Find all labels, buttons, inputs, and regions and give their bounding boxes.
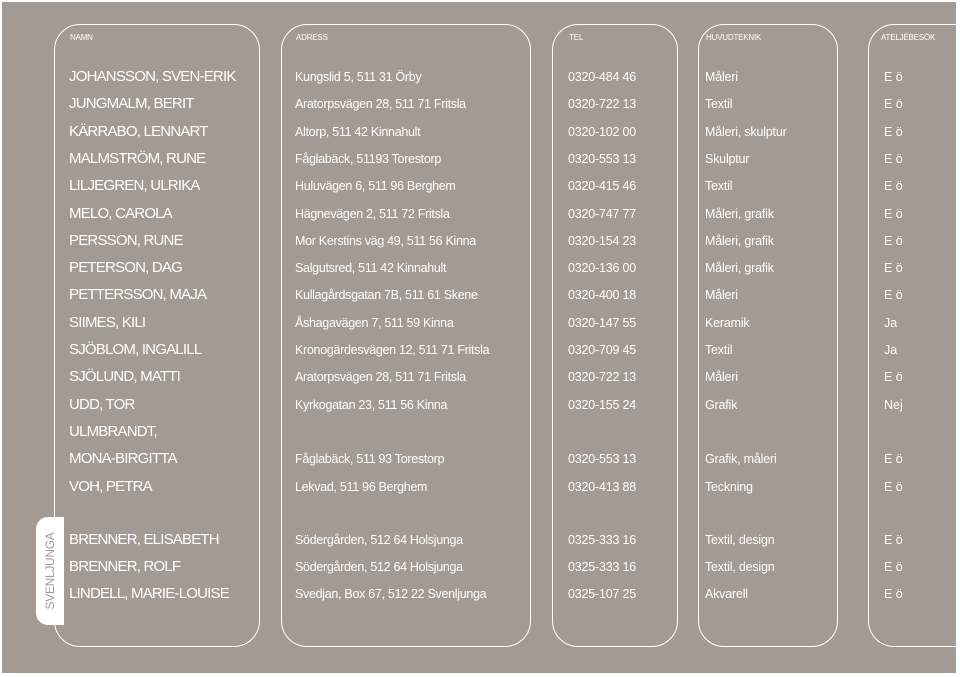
artist-technique: Textil	[705, 97, 733, 112]
artist-technique: Keramik	[705, 315, 750, 330]
studio-visit: Nej	[884, 397, 903, 412]
table-row	[2, 558, 956, 585]
artist-tel: 0320-747 77	[568, 206, 637, 221]
artist-tel: 0320-155 24	[568, 397, 637, 412]
artist-address: Lekvad, 511 96 Berghem	[295, 479, 428, 494]
artist-tel: 0320-553 13	[568, 452, 637, 467]
header-address: ADRESS	[296, 33, 328, 42]
table-row	[2, 396, 956, 423]
artist-address: Salgutsred, 511 42 Kinnahult	[295, 261, 447, 276]
artist-tel: 0325-333 16	[568, 560, 637, 574]
studio-visit: E ö	[884, 151, 903, 166]
artist-name: PERSSON, RUNE	[69, 231, 183, 249]
artist-address: Kronogärdesvägen 12, 511 71 Fritsla	[295, 343, 490, 357]
artist-address: Kullagårdsgatan 7B, 511 61 Skene	[295, 288, 478, 303]
studio-visit: E ö	[884, 261, 903, 276]
artist-name: KÄRRABO, LENNART	[69, 122, 208, 140]
table-row	[2, 232, 956, 259]
artist-address: Södergården, 512 64 Holsjunga	[295, 560, 463, 574]
header-name: NAMN	[70, 33, 93, 42]
studio-visit: E ö	[884, 452, 903, 467]
artist-tel: 0320-415 46	[568, 179, 637, 194]
artist-tel: 0320-709 45	[568, 343, 637, 357]
artist-name: SJÖBLOM, INGALILL	[69, 341, 202, 358]
artist-address: Mor Kerstins väg 49, 511 56 Kinna	[295, 233, 476, 248]
table-row	[2, 368, 956, 395]
artist-technique: Teckning	[705, 479, 753, 494]
studio-visit: E ö	[884, 533, 903, 547]
table-row	[2, 177, 956, 204]
artist-address: Huluvägen 6, 511 96 Berghem	[295, 179, 456, 194]
artist-technique: Måleri	[705, 370, 738, 385]
artist-name: VOH, PETRA	[69, 477, 152, 495]
table-row	[2, 423, 956, 450]
table-row	[2, 259, 956, 286]
artist-address: Hägnevägen 2, 511 72 Fritsla	[295, 206, 450, 221]
artist-tel: 0320-413 88	[568, 479, 637, 494]
studio-visit: E ö	[884, 233, 903, 248]
table-row	[2, 341, 956, 368]
artist-name: JUNGMALM, BERIT	[69, 95, 194, 113]
table-row	[2, 478, 956, 505]
table-row	[2, 450, 956, 477]
artist-name: MALMSTRÖM, RUNE	[69, 149, 206, 167]
artist-tel: 0320-722 13	[568, 97, 637, 112]
table-row	[2, 585, 956, 612]
artist-tel: 0320-484 46	[568, 70, 637, 84]
studio-visit: E ö	[884, 124, 903, 139]
studio-visit: E ö	[884, 587, 903, 601]
header-tel: TEL	[569, 33, 584, 42]
studio-visit: E ö	[884, 179, 903, 194]
artist-name: BRENNER, ELISABETH	[69, 531, 219, 548]
artist-tel: 0320-400 18	[568, 288, 637, 303]
artist-technique: Akvarell	[705, 587, 748, 601]
studio-visit: E ö	[884, 70, 903, 84]
artist-technique: Måleri	[705, 70, 738, 84]
artist-technique: Textil, design	[705, 533, 775, 547]
studio-visit: E ö	[884, 370, 903, 385]
table-row	[2, 68, 956, 95]
artist-name: MONA-BIRGITTA	[69, 450, 177, 468]
table-row	[2, 531, 956, 558]
table-row	[2, 286, 956, 313]
studio-visit: E ö	[884, 288, 903, 303]
artist-tel: 0320-102 00	[568, 124, 637, 139]
artist-name: PETERSON, DAG	[69, 259, 182, 277]
artist-name: MELO, CAROLA	[69, 204, 172, 222]
artist-technique: Måleri, grafik	[705, 261, 774, 276]
studio-visit: E ö	[884, 206, 903, 221]
artist-name: BRENNER, ROLF	[69, 558, 181, 575]
artist-address: Fåglabäck, 511 93 Torestorp	[295, 452, 445, 467]
studio-visit: Ja	[884, 315, 898, 330]
table-row	[2, 150, 956, 177]
artist-address: Kyrkogatan 23, 511 56 Kinna	[295, 397, 448, 412]
header-technique: HUVUDTEKNIK	[706, 33, 762, 42]
artist-address: Aratorpsvägen 28, 511 71 Fritsla	[295, 97, 466, 112]
artist-name: SJÖLUND, MATTI	[69, 368, 181, 386]
artist-name: JOHANSSON, SVEN-ERIK	[69, 68, 236, 85]
artist-address: Åshagavägen 7, 511 59 Kinna	[295, 315, 454, 330]
section-label: SVENLJUNGA	[43, 532, 57, 610]
studio-visit: E ö	[884, 560, 903, 574]
artist-tel: 0325-107 25	[568, 587, 637, 601]
artist-tel: 0320-722 13	[568, 370, 637, 385]
artist-technique: Måleri	[705, 288, 738, 303]
artist-technique: Måleri, skulptur	[705, 124, 787, 139]
artist-technique: Skulptur	[705, 151, 750, 166]
artist-name: ULMBRANDT,	[69, 422, 157, 440]
artist-tel: 0320-147 55	[568, 315, 637, 330]
artist-address: Kungslid 5, 511 31 Örby	[295, 70, 422, 84]
artist-technique: Grafik	[705, 397, 738, 412]
table-row	[2, 205, 956, 232]
artist-address: Södergården, 512 64 Holsjunga	[295, 533, 463, 547]
table-row	[2, 123, 956, 150]
artist-tel: 0320-154 23	[568, 233, 637, 248]
studio-visit: Ja	[884, 343, 898, 357]
directory-page	[2, 2, 956, 673]
artist-name: LILJEGREN, ULRIKA	[69, 177, 200, 195]
studio-visit: E ö	[884, 479, 903, 494]
artist-tel: 0325-333 16	[568, 533, 637, 547]
artist-address: Svedjan, Box 67, 512 22 Svenljunga	[295, 587, 487, 601]
artist-technique: Grafik, måleri	[705, 452, 777, 467]
artist-technique: Textil	[705, 179, 733, 194]
artist-address: Altorp, 511 42 Kinnahult	[295, 124, 421, 139]
table-row	[2, 95, 956, 122]
artist-technique: Textil, design	[705, 560, 775, 574]
artist-name: UDD, TOR	[69, 395, 135, 413]
header-studio: ATELJÉBESÖK	[881, 33, 936, 42]
artist-name: LINDELL, MARIE-LOUISE	[69, 585, 229, 602]
artist-technique: Textil	[705, 343, 733, 357]
artist-address: Aratorpsvägen 28, 511 71 Fritsla	[295, 370, 466, 385]
artist-tel: 0320-553 13	[568, 151, 637, 166]
studio-visit: E ö	[884, 97, 903, 112]
artist-tel: 0320-136 00	[568, 261, 637, 276]
artist-technique: Måleri, grafik	[705, 233, 774, 248]
artist-address: Fåglabäck, 51193 Torestorp	[295, 151, 442, 166]
artist-name: SIIMES, KILI	[69, 313, 146, 331]
artist-technique: Måleri, grafik	[705, 206, 774, 221]
artist-name: PETTERSSON, MAJA	[69, 286, 207, 304]
table-row	[2, 314, 956, 341]
